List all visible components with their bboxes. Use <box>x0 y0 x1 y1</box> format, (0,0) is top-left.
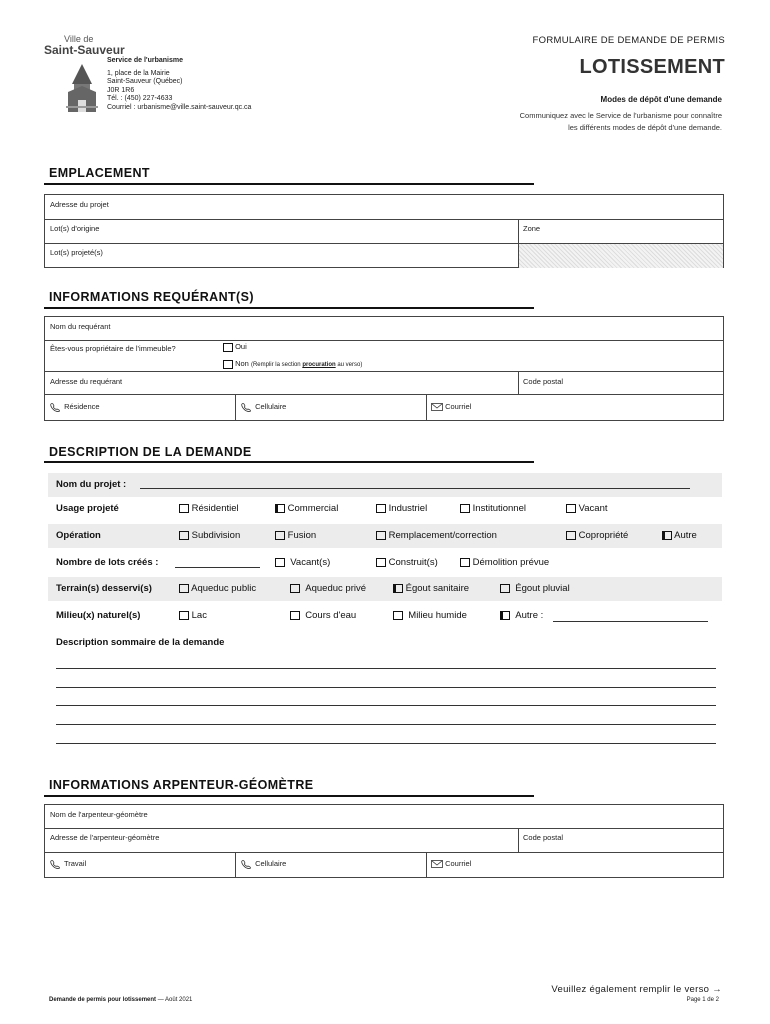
adresse-requerant-row <box>45 371 723 395</box>
sommaire-line[interactable] <box>56 705 716 706</box>
mail-icon <box>431 403 443 411</box>
checkbox[interactable] <box>275 504 285 513</box>
sommaire-line[interactable] <box>56 668 716 669</box>
cellulaire-arpenteur-field[interactable] <box>241 859 286 869</box>
option-label: Remplacement/correction <box>388 530 497 541</box>
checkbox[interactable] <box>662 531 672 540</box>
milieu-humide[interactable] <box>393 610 467 621</box>
option-label: Subdivision <box>191 530 241 541</box>
lots-projetes-row <box>45 244 723 268</box>
section-title-requerant: INFORMATIONS REQUÉRANT(S) <box>49 290 254 304</box>
usage-label: Usage projeté <box>56 503 119 514</box>
sommaire-line[interactable] <box>56 687 716 688</box>
divider <box>426 395 427 421</box>
oui-checkbox[interactable] <box>223 343 233 352</box>
service-address2: Saint-Sauveur (Québec) <box>107 78 183 85</box>
modes-title: Modes de dépôt d'une demande <box>600 95 722 104</box>
checkbox[interactable] <box>179 531 189 540</box>
logo-name-text: Saint-Sauveur <box>44 43 125 57</box>
cellulaire-arpenteur-label: Cellulaire <box>255 859 287 868</box>
logo-ville-text: Ville de <box>64 34 94 44</box>
proprietaire-row <box>45 341 723 374</box>
checkbox[interactable] <box>376 531 386 540</box>
checkbox[interactable] <box>376 558 386 567</box>
adresse-arpenteur-row <box>45 829 723 853</box>
contact-arpenteur-row <box>45 853 723 878</box>
section-title-description: DESCRIPTION DE LA DEMANDE <box>49 445 252 459</box>
oui-option[interactable] <box>223 342 247 352</box>
modes-line2: les différents modes de dépôt d'une demande. <box>568 123 722 132</box>
verso-note <box>551 984 722 995</box>
doc-date: — Août 2021 <box>157 997 193 1003</box>
terrain-aqueduc-public[interactable] <box>179 583 256 594</box>
checkbox[interactable] <box>393 611 403 620</box>
usage-industriel[interactable] <box>376 503 427 514</box>
courriel-field[interactable] <box>431 402 471 411</box>
option-label: Aqueduc public <box>191 583 257 594</box>
page-number: Page 1 de 2 <box>686 997 719 1003</box>
checkbox[interactable] <box>179 504 189 513</box>
option-label: Égout sanitaire <box>405 583 470 594</box>
option-label: Vacant <box>578 503 608 514</box>
arrow-right-icon: → <box>712 984 722 995</box>
section-title-emplacement: EMPLACEMENT <box>49 166 150 180</box>
option-label: Autre <box>674 530 697 541</box>
form-title: FORMULAIRE DE DEMANDE DE PERMIS <box>532 35 725 46</box>
nb-lots-label: Nombre de lots créés : <box>56 557 159 568</box>
oui-label: Oui <box>235 342 247 351</box>
modes-text <box>520 110 722 134</box>
permit-type-title: LOTISSEMENT <box>579 56 725 78</box>
service-address1: 1, place de la Mairie <box>107 69 170 77</box>
service-name: Service de l'urbanisme <box>107 57 183 64</box>
checkbox[interactable] <box>376 504 386 513</box>
divider <box>518 220 519 243</box>
lots-origine-label: Lot(s) d'origine <box>50 224 100 233</box>
operation-copropriete[interactable] <box>566 530 628 541</box>
contact-row <box>45 395 723 421</box>
courriel-arpenteur-label: Courriel <box>445 859 472 868</box>
operation-remplacement[interactable] <box>376 530 497 541</box>
phone-icon <box>50 403 62 412</box>
doc-name: Demande de permis pour lotissement <box>49 997 157 1003</box>
section-title-arpenteur: INFORMATIONS ARPENTEUR-GÉOMÈTRE <box>49 778 314 792</box>
option-label: Vacant(s) <box>290 557 331 568</box>
usage-residentiel[interactable] <box>179 503 239 514</box>
footer-doc-name <box>49 997 192 1003</box>
option-label: Égout pluvial <box>515 583 570 594</box>
terrain-label: Terrain(s) desservi(s) <box>56 583 152 594</box>
lots-projetes-label: Lot(s) projeté(s) <box>50 248 103 257</box>
option-label: Institutionnel <box>472 503 526 514</box>
service-postal: J0R 1R6 <box>107 86 135 94</box>
section-rule <box>44 183 534 185</box>
sommaire-label: Description sommaire de la demande <box>56 637 225 648</box>
non-note-c: au verso) <box>335 362 363 368</box>
section-rule <box>44 307 534 309</box>
terrain-aqueduc-prive[interactable] <box>290 583 366 594</box>
milieu-label: Milieu(x) naturel(s) <box>56 610 141 621</box>
code-postal-arpenteur-label: Code postal <box>523 833 564 842</box>
arpenteur-box <box>44 804 724 878</box>
phone-icon <box>241 860 253 869</box>
option-label: Démolition prévue <box>472 557 550 568</box>
option-label: Commercial <box>287 503 339 514</box>
adresse-arpenteur-label: Adresse de l'arpenteur-géomètre <box>50 833 160 842</box>
non-note-a: (Remplir la section <box>250 362 303 368</box>
courriel-arpenteur-field[interactable] <box>431 859 471 868</box>
section-rule <box>44 795 534 797</box>
cellulaire-field[interactable] <box>241 402 286 412</box>
sommaire-line[interactable] <box>56 724 716 725</box>
option-label: Aqueduc privé <box>305 583 367 594</box>
operation-subdivision[interactable] <box>179 530 240 541</box>
travail-field[interactable] <box>50 859 86 869</box>
phone-icon <box>50 860 62 869</box>
operation-autre[interactable] <box>662 530 697 541</box>
zone-label: Zone <box>523 224 541 233</box>
operation-label: Opération <box>56 530 101 541</box>
checkbox[interactable] <box>500 584 510 593</box>
service-email: Courriel : urbanisme@ville.saint-sauveur.qc.ca <box>107 103 252 111</box>
phone-icon <box>241 403 253 412</box>
church-logo-icon <box>64 62 100 114</box>
mail-icon <box>431 860 443 868</box>
procuration-link: procuration <box>302 362 336 368</box>
option-label: Fusion <box>287 530 317 541</box>
nom-projet-band <box>48 473 722 497</box>
divider <box>235 853 236 878</box>
adresse-requerant-label: Adresse du requérant <box>50 377 123 386</box>
non-label: Non <box>235 359 249 368</box>
usage-vacant[interactable] <box>566 503 608 514</box>
service-phone: Tél. : (450) 227-4633 <box>107 95 173 102</box>
service-info <box>107 57 251 112</box>
non-checkbox[interactable] <box>223 360 233 369</box>
milieu-lac[interactable] <box>179 610 207 621</box>
requerant-box <box>44 316 724 421</box>
checkbox[interactable] <box>290 584 300 593</box>
nom-arpenteur-label: Nom de l'arpenteur-géomètre <box>50 810 148 819</box>
divider <box>235 395 236 421</box>
milieu-autre[interactable] <box>500 610 543 621</box>
milieu-autre-input[interactable] <box>553 621 708 622</box>
hatched-area <box>519 244 723 268</box>
modes-line1: Communiquez avec le Service de l'urbanisme pour connaître <box>519 111 722 120</box>
lots-demolition[interactable] <box>460 557 549 568</box>
courriel-label: Courriel <box>445 402 472 411</box>
operation-fusion[interactable] <box>275 530 316 541</box>
nb-lots-input[interactable] <box>175 567 260 568</box>
lots-vacants[interactable] <box>275 557 330 568</box>
cellulaire-label: Cellulaire <box>255 402 287 411</box>
checkbox[interactable] <box>179 584 189 593</box>
section-rule <box>44 461 534 463</box>
emplacement-box <box>44 194 724 268</box>
checkbox[interactable] <box>393 584 403 593</box>
checkbox[interactable] <box>566 531 576 540</box>
non-note <box>251 362 362 368</box>
divider <box>518 372 519 394</box>
nom-requerant-field[interactable] <box>45 317 723 341</box>
adresse-projet-field[interactable] <box>45 195 723 220</box>
residence-label: Résidence <box>64 402 100 411</box>
lots-origine-row <box>45 220 723 244</box>
checkbox[interactable] <box>460 558 470 567</box>
checkbox[interactable] <box>179 611 189 620</box>
checkbox[interactable] <box>500 611 510 620</box>
checkbox[interactable] <box>275 531 285 540</box>
nom-requerant-label: Nom du requérant <box>50 322 111 331</box>
option-label: Résidentiel <box>191 503 239 514</box>
checkbox[interactable] <box>460 504 470 513</box>
checkbox[interactable] <box>275 558 285 567</box>
option-label: Milieu humide <box>408 610 467 621</box>
option-label: Construit(s) <box>388 557 438 568</box>
divider <box>426 853 427 878</box>
option-label: Copropriété <box>578 530 629 541</box>
milieu-cours-eau[interactable] <box>290 610 356 621</box>
checkbox[interactable] <box>290 611 300 620</box>
residence-field[interactable] <box>50 402 100 412</box>
verso-text: Veuillez également remplir le verso <box>551 984 710 995</box>
divider <box>518 829 519 852</box>
nom-projet-label: Nom du projet : <box>56 479 127 490</box>
terrain-egout-sanitaire[interactable] <box>393 583 469 594</box>
option-label: Cours d'eau <box>305 610 357 621</box>
option-label: Industriel <box>388 503 428 514</box>
code-postal-label: Code postal <box>523 377 564 386</box>
adresse-projet-label: Adresse du projet <box>50 200 109 209</box>
nom-projet-input[interactable] <box>140 488 690 489</box>
usage-institutionnel[interactable] <box>460 503 526 514</box>
option-label: Lac <box>191 610 207 621</box>
option-label: Autre : <box>515 610 544 621</box>
checkbox[interactable] <box>566 504 576 513</box>
terrain-egout-pluvial[interactable] <box>500 583 570 594</box>
nom-arpenteur-field[interactable] <box>45 805 723 829</box>
travail-label: Travail <box>63 859 87 868</box>
usage-commercial[interactable] <box>275 503 338 514</box>
non-option[interactable] <box>223 359 362 369</box>
sommaire-line[interactable] <box>56 743 716 744</box>
lots-construits[interactable] <box>376 557 438 568</box>
proprietaire-question: Êtes-vous propriétaire de l'immeuble? <box>50 344 176 353</box>
